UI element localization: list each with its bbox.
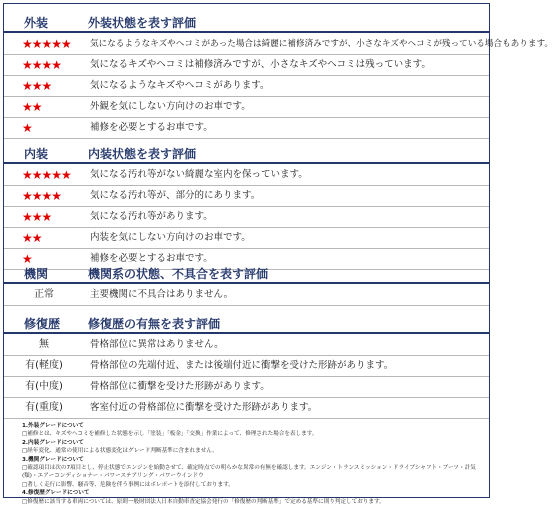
- note-line: □補修とは、キズやヘコミを補修した状態を示し「塗装」「板金」「交換」作業によって、修理された場合を表します。: [22, 431, 318, 438]
- row-description: 気になるようなキズやヘコミがあります。: [90, 80, 270, 91]
- grade-label: 有(重度): [25, 402, 63, 413]
- grade-evaluation-sheet: [3, 3, 553, 505]
- engine-section-header: [4, 263, 489, 284]
- repair-title: 修復歴の有無を表す評価: [88, 317, 221, 331]
- grade-label: 有(軽度): [25, 360, 63, 371]
- exterior-row-5: [4, 34, 553, 55]
- row-description: 主要機関に不具合はありません。: [90, 289, 234, 300]
- interior-row-3: [4, 207, 489, 228]
- star-rating: ★: [22, 121, 32, 135]
- grade-label: 無: [39, 339, 49, 350]
- note-line: □著しく走行に影響、騒音等、危険を伴う事例にはボレポートを添付しております。: [22, 481, 234, 488]
- exterior-category: 外装: [24, 16, 49, 30]
- footnotes: [22, 422, 487, 506]
- repair-row-medium: [4, 377, 489, 398]
- star-rating: ★★: [22, 100, 42, 114]
- star-rating: ★: [22, 252, 32, 266]
- row-description: 外観を気にしない方向けのお車です。: [90, 101, 251, 112]
- repair-section-header: [4, 313, 489, 334]
- note-line: 3.機関グレードについて: [22, 456, 84, 463]
- repair-row-heavy: [4, 398, 489, 419]
- engine-row-normal: [4, 285, 489, 306]
- exterior-row-4: [4, 55, 489, 76]
- interior-category: 内装: [24, 147, 49, 161]
- star-rating: ★★★: [22, 79, 52, 93]
- exterior-section-header: [4, 12, 489, 33]
- star-rating: ★★★★★: [22, 37, 71, 51]
- repair-row-light: [4, 356, 489, 377]
- grade-label: 有(中度): [25, 381, 63, 392]
- row-description: 骨格部位の先端付近、または後端付近に衝撃を受けた形跡があります。: [90, 360, 394, 371]
- row-description: 気になる汚れ等があります。: [90, 211, 213, 222]
- star-rating: ★★★★: [22, 189, 62, 203]
- engine-title: 機関系の状態、不具合を表す評価: [88, 267, 269, 281]
- repair-category: 修復歴: [24, 317, 61, 331]
- row-description: 気になる汚れ等がない綺麗な室内を保っています。: [90, 169, 308, 180]
- note-line: □経年変化、通常の使用による状態変化はグレード判断基準に含まれません。: [22, 448, 218, 455]
- row-description: 補修を必要とするお車です。: [90, 122, 213, 133]
- note-line: □確認項目は次の7項目とし、停止状態でエンジンを始動させて、確定時点での明らかな異常の有無を確認します。エンジン・トランスミッション・ドライブシャフト・ブーツ・計気(類)・エアーコンディショナー・パワーステアリング・パワーウインドウ: [22, 465, 476, 480]
- star-rating: ★★: [22, 231, 42, 245]
- row-description: 骨格部位に異常はありません。: [90, 339, 224, 350]
- interior-row-4: [4, 186, 489, 207]
- row-description: 補修を必要とするお車です。: [90, 253, 213, 264]
- note-line: 2.内装グレードについて: [22, 439, 84, 446]
- star-rating: ★★★★: [22, 58, 62, 72]
- exterior-row-3: [4, 76, 489, 97]
- exterior-row-2: [4, 97, 489, 118]
- grade-label: 正常: [34, 289, 54, 300]
- row-description: 気になる汚れ等が、部分的にあります。: [90, 190, 261, 201]
- exterior-title: 外装状態を表す評価: [88, 16, 197, 30]
- interior-title: 内装状態を表す評価: [88, 147, 197, 161]
- interior-row-2: [4, 228, 489, 249]
- exterior-row-1: [4, 118, 489, 139]
- repair-row-none: [4, 335, 489, 356]
- engine-category: 機関: [24, 267, 49, 281]
- note-line: 1.外装グレードについて: [22, 423, 84, 429]
- interior-section-header: [4, 143, 489, 164]
- row-description: 内装を気にしない方向けのお車です。: [90, 232, 251, 243]
- row-description: 気になるキズやヘコミは補修済みですが、小さなキズやヘコミは残っています。: [90, 59, 431, 70]
- star-rating: ★★★★★: [22, 168, 71, 182]
- interior-row-5: [4, 165, 489, 186]
- note-line: 4.修復歴グレードについて: [22, 490, 90, 497]
- star-rating: ★★★: [22, 210, 52, 224]
- row-description: 客室付近の骨格部位に衝撃を受けた形跡があります。: [90, 402, 318, 413]
- row-description: 骨格部位に衝撃を受けた形跡があります。: [90, 381, 270, 392]
- note-line: □修復歴に該当する車両については、原則一般財団法人日本自動車査定協会発行の「修復歴の判断基準」で定める基準に則り判定しております。: [22, 498, 385, 505]
- row-description: 気になるようなキズやヘコミがあった場合は綺麗に補修済みですが、小さなキズやヘコミが残っている場合もあります。: [90, 39, 553, 49]
